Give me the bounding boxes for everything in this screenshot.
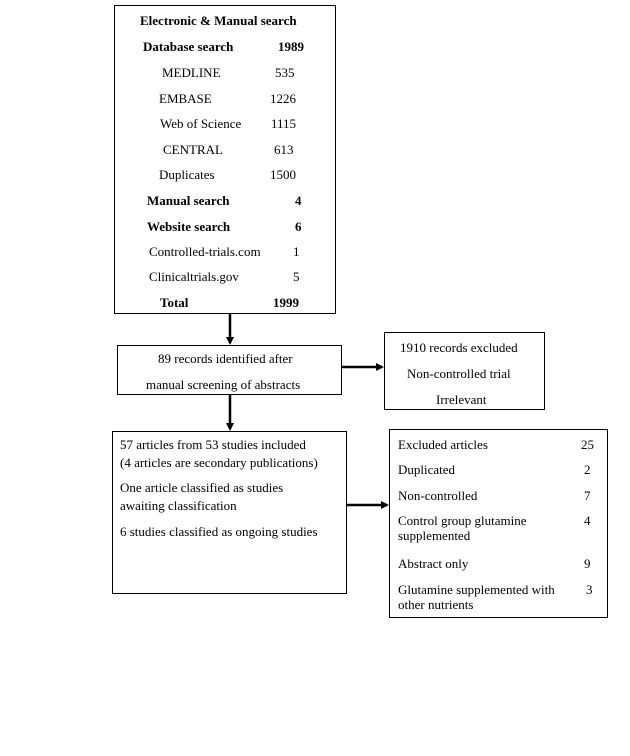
website-search-label: Website search (147, 219, 231, 234)
excluded-records-line-2: Non-controlled trial (407, 366, 511, 381)
central-value: 613 (274, 142, 294, 157)
total-value: 1999 (273, 295, 299, 310)
excluded-articles-box (389, 429, 608, 618)
clinicaltrials-label: Clinicaltrials.gov (149, 269, 239, 284)
abstract-only-value: 9 (584, 556, 591, 571)
embase-label: EMBASE (159, 91, 212, 106)
embase-value: 1226 (270, 91, 296, 106)
duplicates-label: Duplicates (159, 167, 215, 182)
excluded-articles-label: Excluded articles (398, 437, 488, 452)
included-line-1: 57 articles from 53 studies included (120, 437, 306, 452)
clinicaltrials-value: 5 (293, 269, 300, 284)
included-line-3: One article classified as studies (120, 480, 284, 495)
excluded-records-line-1: 1910 records excluded (400, 340, 518, 355)
web-of-science-label: Web of Science (160, 116, 242, 131)
excluded-records-box (384, 332, 545, 410)
included-studies-box (112, 431, 347, 594)
other-nutrients-value: 3 (586, 582, 593, 597)
other-nutrients-label: Glutamine supplemented with other nutrients (398, 582, 555, 612)
included-line-5: 6 studies classified as ongoing studies (120, 524, 318, 539)
total-label: Total (160, 295, 189, 310)
controlled-trials-label: Controlled-trials.com (149, 244, 261, 259)
web-of-science-value: 1115 (271, 116, 297, 131)
duplicated-value: 2 (584, 462, 591, 477)
included-line-2: (4 articles are secondary publications) (120, 455, 318, 470)
manual-search-label: Manual search (147, 193, 230, 208)
central-label: CENTRAL (163, 142, 223, 157)
website-search-value: 6 (295, 219, 302, 234)
search-box-title: Electronic & Manual search (140, 13, 297, 28)
screening-box (117, 345, 342, 395)
search-box (114, 5, 336, 314)
included-line-4: awaiting classification (120, 498, 237, 513)
screening-line-2: manual screening of abstracts (146, 377, 301, 392)
abstract-only-label: Abstract only (398, 556, 469, 571)
controlled-trials-value: 1 (293, 244, 300, 259)
non-controlled-label: Non-controlled (398, 488, 478, 503)
excluded-articles-value: 25 (581, 437, 594, 452)
control-group-label: Control group glutamine supplemented (398, 513, 527, 543)
medline-label: MEDLINE (162, 65, 221, 80)
database-search-label: Database search (143, 39, 234, 54)
screening-line-1: 89 records identified after (158, 351, 293, 366)
non-controlled-value: 7 (584, 488, 591, 503)
control-group-value: 4 (584, 513, 591, 528)
duplicated-label: Duplicated (398, 462, 456, 477)
duplicates-value: 1500 (270, 167, 296, 182)
medline-value: 535 (275, 65, 295, 80)
excluded-records-line-3: Irrelevant (436, 392, 487, 407)
manual-search-value: 4 (295, 193, 302, 208)
database-search-value: 1989 (278, 39, 304, 54)
